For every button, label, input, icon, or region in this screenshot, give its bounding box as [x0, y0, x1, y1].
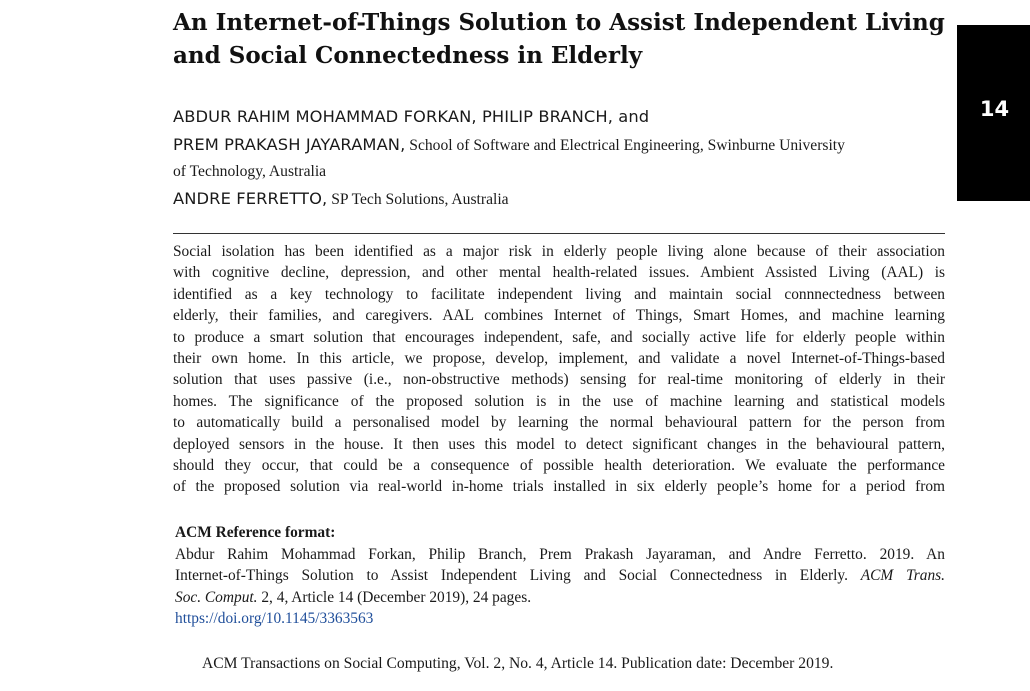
reference-heading: ACM Reference format:	[175, 524, 336, 541]
reference-line-2	[175, 565, 945, 586]
abstract-line: their own home. In this article, we propose, develop, implement, and validate a novel Internet-of-Things-based	[173, 349, 945, 367]
abstract-line: solution that uses passive (i.e., non-obstructive methods) sensing for real-time monitoring of elderly in their	[173, 371, 945, 389]
author-line-3	[173, 159, 953, 186]
author-line-4	[173, 186, 953, 214]
abstract	[173, 241, 945, 498]
reference-text: Internet-of-Things Solution to Assist Independent Living and Social Connectedness in Elderly.	[175, 567, 861, 585]
author-name: ANDRE FERRETTO,	[173, 188, 328, 208]
abstract-line: homes. The significance of the proposed solution is in the use of machine learning and statistical models	[173, 392, 945, 410]
reference-line-4	[175, 608, 945, 629]
reference-line-3	[175, 587, 945, 608]
author-affiliation-cont: of Technology, Australia	[173, 163, 327, 180]
author-line-2	[173, 132, 953, 160]
doi-link[interactable]: https://doi.org/10.1145/3363563	[175, 610, 374, 628]
abstract-line: of the proposed solution via real-world in-home trials installed in six elderly people’s home for a period from	[173, 478, 945, 496]
reference-line-1: Abdur Rahim Mohammad Forkan, Philip Branch, Prem Prakash Jayaraman, and Andre Ferretto. 2019. An	[175, 546, 945, 563]
abstract-line: elderly, their families, and caregivers. AAL combines Internet of Things, Smart Homes, and machine learning	[173, 307, 945, 325]
abstract-line: Social isolation has been identified as a major risk in elderly people living alone because of their association	[173, 243, 945, 260]
author-name: PREM PRAKASH JAYARAMAN,	[173, 134, 406, 154]
abstract-line: identified as a key technology to facilitate independent living and maintain social connnectedness between	[173, 285, 945, 303]
abstract-line: deployed sensors in the house. It then uses this model to detect significant changes in the behavioural pattern,	[173, 435, 945, 453]
abstract-line: to automatically build a personalised model by learning the normal behavioural pattern for the person from	[173, 414, 945, 432]
reference-text: 2, 4, Article 14 (December 2019), 24 pages.	[257, 588, 532, 606]
journal-name-cont: Soc. Comput.	[175, 588, 258, 606]
article-number-tab	[957, 25, 1030, 201]
page-footer: ACM Transactions on Social Computing, Vol. 2, No. 4, Article 14. Publication date: December 2019.	[202, 655, 834, 672]
divider-rule	[173, 233, 945, 234]
author-block	[173, 104, 953, 213]
author-names: ABDUR RAHIM MOHAMMAD FORKAN, PHILIP BRANCH, and	[173, 107, 650, 126]
author-affiliation: School of Software and Electrical Engineering, Swinburne University	[405, 136, 845, 154]
journal-name: ACM Trans.	[860, 567, 945, 585]
abstract-line: with cognitive decline, depression, and other mental health-related issues. Ambient Assisted Living (AAL) is	[173, 264, 945, 282]
reference-format	[175, 544, 945, 630]
paper-title: An Internet-of-Things Solution to Assist Independent Living and Social Connectedness in Elderly	[173, 9, 945, 69]
author-affiliation: SP Tech Solutions, Australia	[327, 190, 509, 208]
abstract-line: should they occur, that could be a consequence of possible health deterioration. We evaluate the performance	[173, 456, 945, 474]
article-number: 14	[979, 97, 1010, 121]
author-line-1	[173, 104, 953, 132]
abstract-line: to produce a smart solution that encourages independent, safe, and socially active life for elderly people within	[173, 328, 945, 346]
